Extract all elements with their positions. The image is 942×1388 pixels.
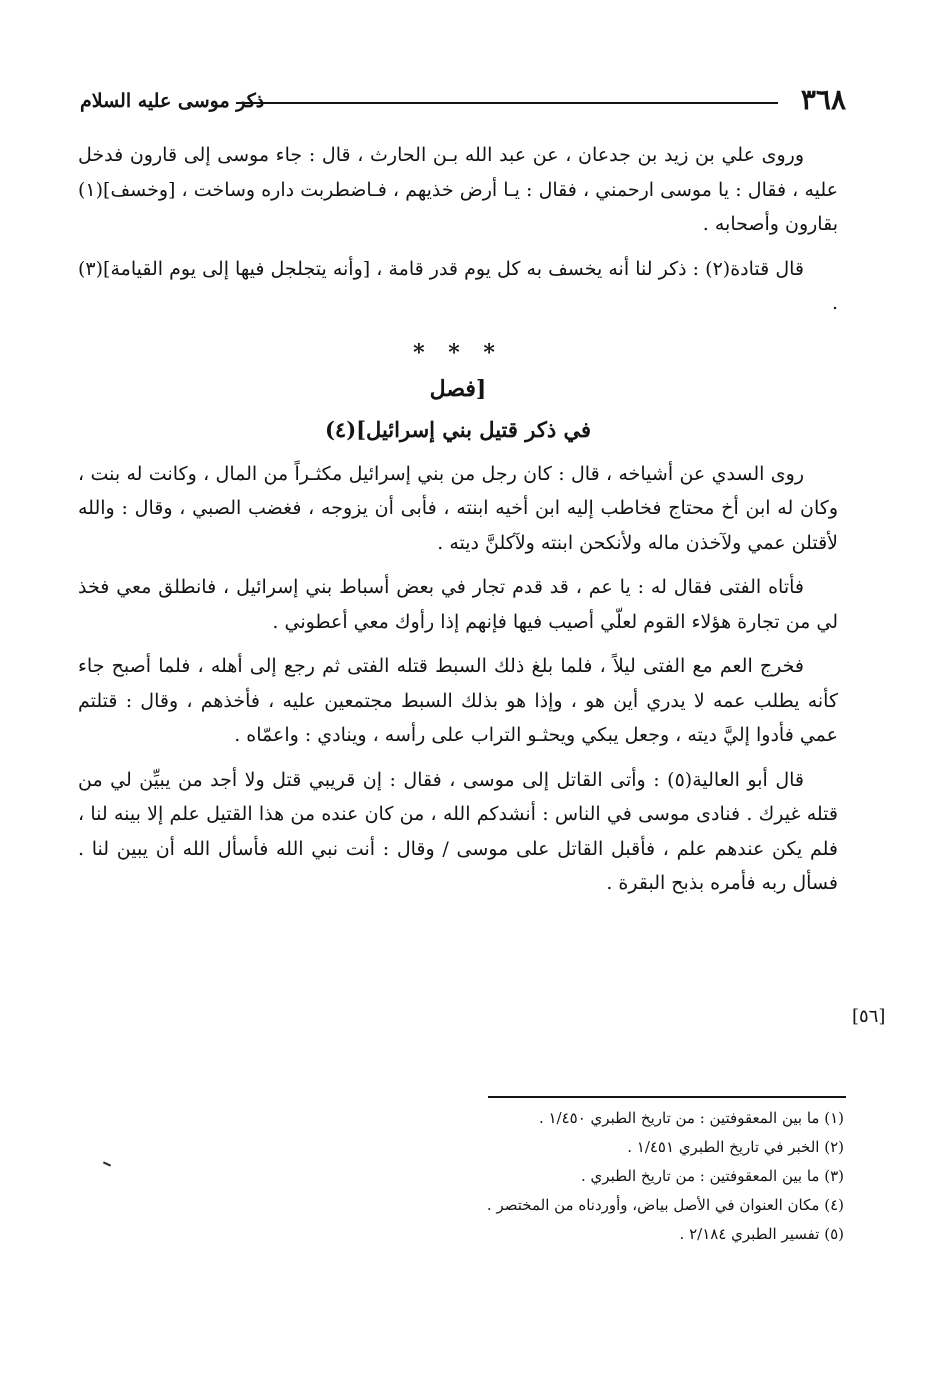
page-number: ٣٦٨ bbox=[800, 83, 846, 116]
footnote: (٥) تفسير الطبري ٢/١٨٤ . bbox=[679, 1225, 844, 1243]
running-title: ذكر موسى عليه السلام bbox=[80, 90, 265, 112]
section-separator: * * * bbox=[413, 339, 503, 366]
main-text bbox=[78, 128, 838, 901]
paragraph: وروى علي بن زيد بن جدعان ، عن عبد الله بـن الحارث ، قال : جاء موسى إلى قارون فدخل عليه ، فقال : يا موسى ارحمني ، فقال : يـا أرض خذيهم ، فـاضطربت داره وساخت ، [وخسف](١) بقارون وأصحابه . bbox=[78, 144, 838, 235]
footnote-rule bbox=[488, 1096, 846, 1098]
paragraph: روى السدي عن أشياخه ، قال : كان رجل من بني إسرائيل مكثـراً من المال ، وكانت له بنت ، وكان له ابن أخ محتاج فخاطب إليه ابن أخيه ابنته ، فأبى أن يزوجه ، فغضب الصبي ، وقال : والله لأقتلن عمي ولآخذن ماله ولأنكحن ابنته ولآكلنَّ ديته . bbox=[78, 462, 838, 554]
section-subtitle: في ذكر قتيل بني إسرائيل](٤) bbox=[324, 416, 592, 442]
footnote: (١) ما بين المعقوفتين : من تاريخ الطبري ١/٤٥٠ . bbox=[538, 1109, 844, 1127]
paragraph: فخرج العم مع الفتى ليلاً ، فلما بلغ ذلك السبط قتله الفتى ثم رجع إلى أهله ، فلما أصبح جاء كأنه يطلب عمه لا يدري أين هو ، وإذا هو بذلك السبط مجتمعين عليه ، فأخذهم ، وقال : قتلتم عمي فأدوا إليَّ ديته ، وجعل يبكي ويحثـو التراب على رأسه ، وينادي : واعمّاه . bbox=[78, 655, 838, 746]
footnote: (٤) مكان العنوان في الأصل بياض، وأوردناه من المختصر . bbox=[486, 1196, 844, 1214]
paragraph: فأتاه الفتى فقال له : يا عم ، قد قدم تجار في بعض أسباط بني إسرائيل ، فانطلق معي فخذ لي من تجارة هؤلاء القوم لعلّي أصيب فيها فإنهم إذا رأوك معي أعطوني . bbox=[78, 576, 838, 633]
section-title: [فصل bbox=[429, 375, 487, 402]
paragraph: قال أبو العالية(٥) : وأتى القاتل إلى موسى ، فقال : إن قريبي قتل ولا أجد من يبيِّن لي من قتله غيرك . فنادى موسى في الناس : أنشدكم الله ، من كان عنده من هذا القتيل علم إلا بينه لنا ، فلم يكن عندهم علم ، فأقبل القاتل على موسى / وقال : أنت نبي الله فأسأل الله أن يبين لنا . فسأل ربه فأمره بذبح البقرة . bbox=[78, 768, 838, 894]
footnote: (٣) ما بين المعقوفتين : من تاريخ الطبري . bbox=[581, 1167, 844, 1185]
header-rule bbox=[236, 102, 778, 104]
footnotes bbox=[84, 1104, 844, 1249]
footnote: (٢) الخبر في تاريخ الطبري ١/٤٥١ . bbox=[627, 1138, 844, 1156]
margin-folio-reference: [٥٦] bbox=[852, 1006, 886, 1027]
paragraph: قال قتادة(٢) : ذكر لنا أنه يخسف به كل يوم قدر قامة ، [وأنه يتجلجل فيها إلى يوم القيامة](٣) . bbox=[78, 257, 838, 314]
page-header bbox=[80, 82, 846, 122]
